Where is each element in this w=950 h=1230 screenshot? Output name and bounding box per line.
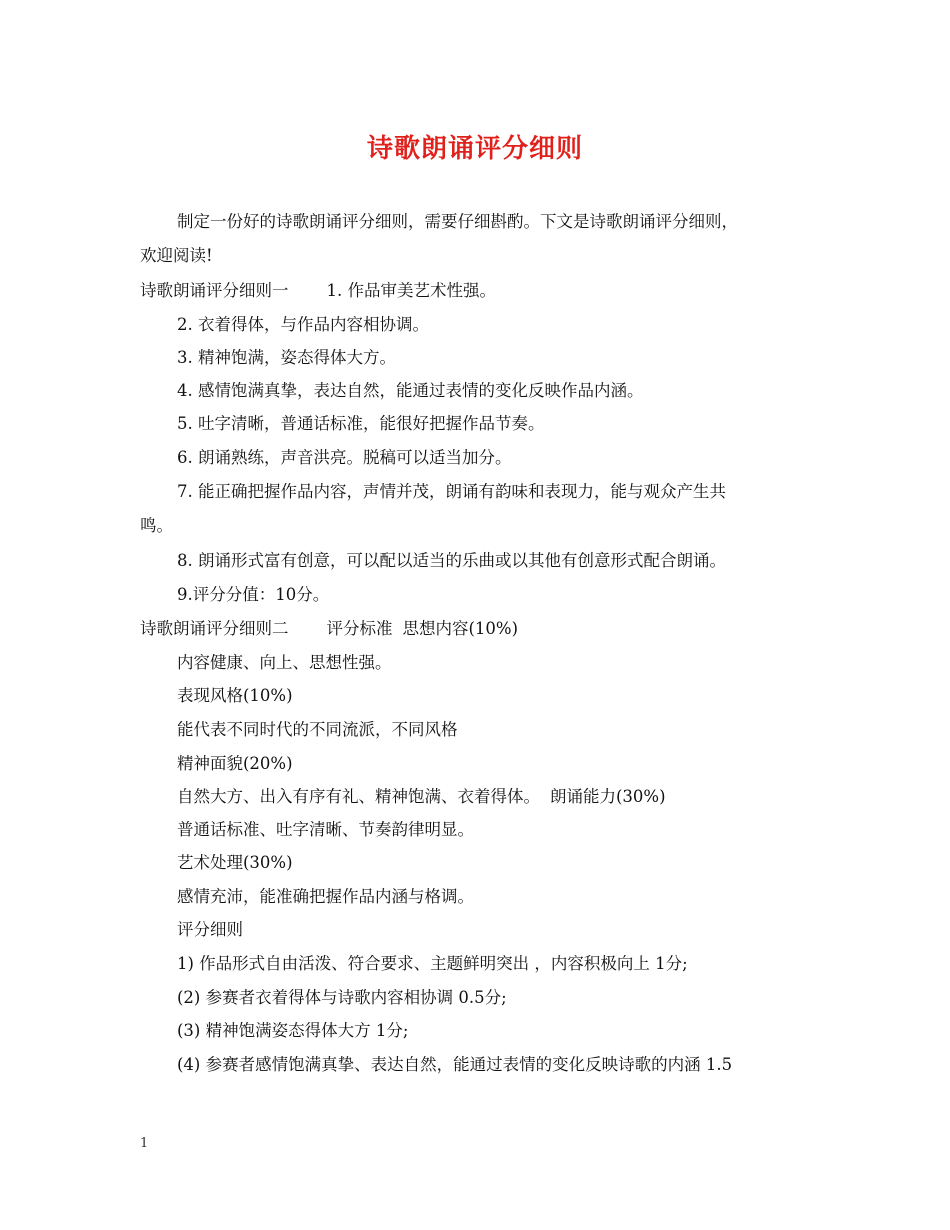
criterion-line: 评分细则 [177, 920, 243, 939]
scoring-item: (2) 参赛者衣着得体与诗歌内容相协调 0.5分; [177, 988, 507, 1007]
criterion-line [177, 786, 666, 808]
criterion-line: 表现风格(10%) [177, 686, 293, 705]
list-item: 7. 能正确把握作品内容，声情并茂，朗诵有韵味和表现力，能与观众产生共 [177, 482, 726, 501]
list-item: 4. 感情饱满真挚，表达自然，能通过表情的变化反映作品内涵。 [177, 381, 644, 400]
scoring-item: (3) 精神饱满姿态得体大方 1分; [177, 1021, 409, 1040]
list-item: 8. 朗诵形式富有创意，可以配以适当的乐曲或以其他有创意形式配合朗诵。 [177, 551, 726, 570]
section1-heading: 诗歌朗诵评分细则一 [140, 281, 289, 300]
criterion-line: 艺术处理(30%) [177, 853, 293, 872]
criterion-line: 内容健康、向上、思想性强。 [177, 653, 392, 672]
criterion-heading: 朗诵能力(30%) [550, 787, 666, 806]
list-item: 9.评分分值：10分。 [177, 585, 330, 604]
section2-heading-line [140, 618, 518, 640]
list-item: 5. 吐字清晰，普通话标准，能很好把握作品节奏。 [177, 414, 545, 433]
criterion-line: 普通话标准、吐字清晰、节奏韵律明显。 [177, 820, 474, 839]
section2-heading: 诗歌朗诵评分细则二 [140, 619, 289, 638]
criteria-label: 评分标准 [326, 619, 393, 638]
criterion-line: 精神面貌(20%) [177, 754, 293, 773]
criterion-heading: 思想内容(10%) [402, 619, 519, 638]
list-item: 1. 作品审美艺术性强。 [326, 281, 496, 300]
scoring-item: (4) 参赛者感情饱满真挚、表达自然，能通过表情的变化反映诗歌的内涵 1.5 [177, 1055, 733, 1074]
scoring-item: 1) 作品形式自由活泼、符合要求、主题鲜明突出 ，内容积极向上 1分; [177, 954, 688, 973]
appearance-description: 自然大方、出入有序有礼、精神饱满、衣着得体。 [177, 787, 540, 806]
list-item-continuation: 鸣。 [140, 516, 173, 535]
list-item: 3. 精神饱满，姿态得体大方。 [177, 348, 396, 367]
section1-heading-line [140, 280, 496, 302]
intro-line: 欢迎阅读! [140, 246, 213, 265]
intro-line: 制定一份好的诗歌朗诵评分细则，需要仔细斟酌。下文是诗歌朗诵评分细则， [177, 212, 738, 231]
list-item: 2. 衣着得体，与作品内容相协调。 [177, 315, 429, 334]
criterion-line: 能代表不同时代的不同流派，不同风格 [177, 720, 458, 739]
page-number: 1 [140, 1136, 149, 1151]
list-item: 6. 朗诵熟练，声音洪亮。脱稿可以适当加分。 [177, 448, 512, 467]
document-title: 诗歌朗诵评分细则 [366, 134, 583, 164]
criterion-line: 感情充沛，能准确把握作品内涵与格调。 [177, 887, 474, 906]
